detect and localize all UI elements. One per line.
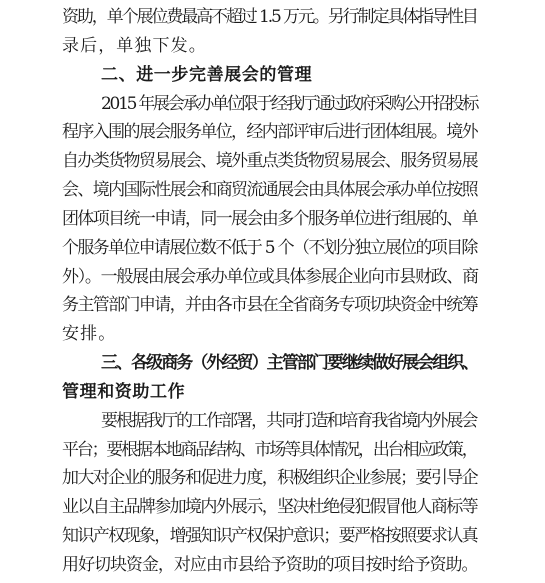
section-3-line-5: 知识产权现象，增强知识产权保护意识；要严格按照要求认真 <box>62 526 477 546</box>
section-2-line-2: 程序入围的展会服务单位，经内部评审后进行团体组展。境外 <box>62 122 477 142</box>
section-3-line-1: 要根据我厅的工作部署，共同打造和培育我省境内外展会 <box>101 411 477 431</box>
section-2-line-9: 安排。 <box>62 324 117 344</box>
section-2-line-5: 团体项目统一申请，同一展会由多个服务单位进行组展的、单 <box>62 209 477 229</box>
section-3-heading-line-1: 三、各级商务（外经贸）主管部门要继续做好展会组织、 <box>101 353 478 373</box>
section-2-line-8: 务主管部门申请，并由各市县在全省商务专项切块资金中统筹 <box>62 295 477 315</box>
section-2-line-1: 2015 年展会承办单位限于经我厅通过政府采购公开招投标 <box>101 94 478 114</box>
section-2-line-4: 会、境内国际性展会和商贸流通展会由具体展会承办单位按照 <box>62 180 477 200</box>
intro-line-1: 资助，单个展位费最高不超过 1.5 万元。另行制定具体指导性目 <box>62 7 477 27</box>
section-3-line-4: 业以自主品牌参加境内外展示，坚决杜绝侵犯假冒他人商标等 <box>62 497 477 517</box>
section-3-line-6: 用好切块资金，对应由市县给予资助的项目按时给予资助。 <box>62 555 478 575</box>
intro-line-2: 录后，单独下发。 <box>62 36 207 56</box>
section-2-line-6: 个服务单位申请展位数不低于 5 个（不划分独立展位的项目除 <box>62 238 477 258</box>
section-3-heading-line-2: 管理和资助工作 <box>62 382 186 402</box>
section-3-line-2: 平台；要根据本地商品结构、市场等具体情况，出台相应政策， <box>62 440 477 460</box>
section-3-line-3: 加大对企业的服务和促进力度，积极组织企业参展；要引导企 <box>62 468 477 488</box>
section-2-line-3: 自办类货物贸易展会、境外重点类货物贸易展会、服务贸易展 <box>62 151 477 171</box>
section-2-line-7: 外）。一般展由展会承办单位或具体参展企业向市县财政、商 <box>62 267 478 287</box>
section-2-heading: 二、进一步完善展会的管理 <box>101 65 313 85</box>
